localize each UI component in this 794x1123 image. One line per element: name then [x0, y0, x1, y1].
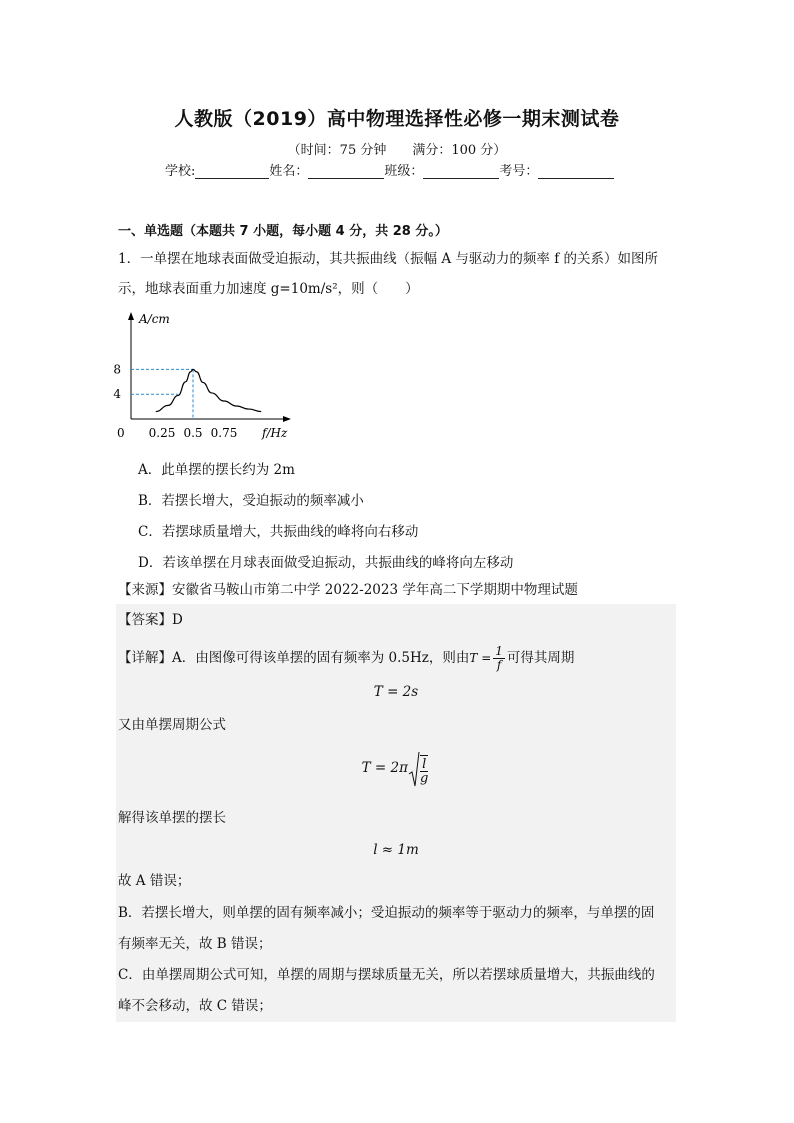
x-tick-label: 0.5 [183, 426, 203, 440]
resonance-chart [112, 308, 302, 442]
y-tick-label: 8 [113, 362, 121, 377]
option-c: C．若摆球质量增大，共振曲线的峰将向右移动 [138, 524, 419, 540]
question-stem-line2: 示，地球表面重力加速度 g=10m/s²，则（ ） [118, 281, 419, 297]
class-label: 班级： [384, 164, 424, 179]
c-explain-line1: C．由单摆周期公式可知，单摆的周期与摆球质量无关，所以若摆球质量增大，共振曲线的 [118, 967, 655, 983]
length-text: 解得该单摆的摆长 [118, 810, 226, 826]
x-axis-label: f/Hz [262, 426, 288, 440]
option-b: B．若摆长增大，受迫振动的频率减小 [138, 493, 364, 509]
c-explain-line2: 峰不会移动，故 C 错误； [118, 998, 272, 1014]
class-field[interactable] [423, 163, 499, 179]
exam-info [0, 139, 794, 158]
name-label: 姓名： [269, 164, 309, 179]
section-heading: 一、单选题（本题共 7 小题，每小题 4 分，共 28 分。） [118, 224, 448, 239]
option-a: A．此单摆的摆长约为 2m [138, 462, 295, 478]
frac-lhs: T = [469, 651, 492, 665]
sqrt-sign [408, 750, 420, 790]
b-explain-line1: B．若摆长增大，则单摆的固有频率减小；受迫振动的频率等于驱动力的频率，与单摆的固 [118, 905, 655, 921]
y-tick-label: 4 [113, 387, 121, 402]
name-field[interactable] [308, 163, 384, 179]
equation-length: l ≈ 1m [373, 842, 419, 858]
exam-no-label: 考号： [499, 164, 539, 179]
exam-no-field[interactable] [538, 163, 614, 179]
y-axis-arrow [128, 312, 134, 320]
school-label: 学校: [165, 164, 196, 179]
period-formula-text: 又由单摆周期公式 [118, 717, 226, 733]
page-title: 人教版（2019）高中物理选择性必修一期末测试卷 [174, 108, 620, 130]
detail-intro: 【详解】A．由图像可得该单摆的固有频率为 0.5Hz，则由 [118, 650, 470, 666]
option-d: D．若该单摆在月球表面做受迫振动，共振曲线的峰将向左移动 [138, 555, 514, 571]
school-field[interactable] [195, 163, 269, 179]
resonance-curve [156, 369, 261, 411]
sqrt-fraction: $\frac{l}{g}$ [420, 757, 429, 786]
score-info: 满分：100 分） [412, 143, 507, 158]
student-fields [165, 160, 614, 179]
equation-period: T = 2s [373, 684, 419, 700]
b-explain-line2: 有频率无关，故 B 错误； [118, 936, 272, 952]
x-tick-label: 0 [117, 426, 125, 440]
equation-pendulum [116, 750, 676, 794]
question-source: 【来源】安徽省马鞍山市第二中学 2022-2023 学年高二下学期期中物理试题 [118, 582, 578, 598]
detail-line1 [118, 643, 678, 673]
eq2-lhs: T = 2π [361, 759, 409, 776]
detail-intro-after: 可得其周期 [506, 650, 575, 666]
x-tick-label: 0.75 [210, 426, 238, 440]
question-stem-line1: 1．一单摆在地球表面做受迫振动，其共振曲线（振幅 A 与驱动力的频率 f 的关系）如图所 [118, 251, 658, 267]
y-axis-label: A/cm [139, 312, 170, 326]
x-axis-arrow [283, 416, 291, 422]
x-tick-label: 0.25 [148, 426, 176, 440]
time-info: （时间：75 分钟 [287, 143, 387, 158]
a-wrong: 故 A 错误； [118, 873, 191, 889]
answer-line: 【答案】D [118, 612, 183, 628]
fraction-1-over-f: $\frac{1}{f}$ [495, 644, 503, 672]
